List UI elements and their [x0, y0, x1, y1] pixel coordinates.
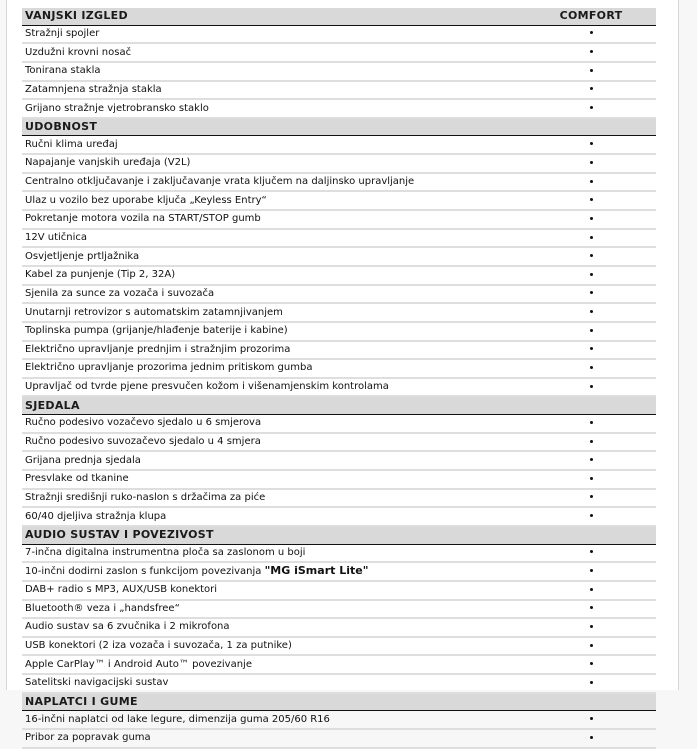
bullet-icon — [590, 736, 593, 739]
feature-label — [22, 451, 526, 470]
availability-cell — [526, 470, 656, 489]
bullet-icon — [590, 662, 593, 665]
availability-cell — [526, 711, 656, 729]
bullet-icon — [590, 87, 593, 90]
feature-text: 12V utičnica — [25, 232, 88, 243]
feature-label — [22, 341, 526, 360]
equipment-spec-table — [22, 8, 656, 749]
feature-label — [22, 562, 526, 581]
table-row — [22, 489, 656, 508]
bullet-icon — [590, 180, 593, 183]
bullet-icon — [590, 310, 593, 313]
availability-cell — [526, 637, 656, 656]
feature-text: Bluetooth® veza i „handsfree“ — [25, 602, 180, 614]
table-row — [22, 600, 656, 619]
bullet-icon — [590, 142, 593, 145]
feature-label — [22, 173, 526, 192]
table-row — [22, 229, 656, 248]
bullet-icon — [590, 421, 593, 424]
feature-emphasis: "MG iSmart Lite" — [264, 564, 369, 578]
section-title: SJEDALA — [22, 396, 526, 414]
bullet-icon — [590, 106, 593, 109]
table-row — [22, 581, 656, 600]
bullet-icon — [590, 440, 593, 443]
bullet-icon — [590, 347, 593, 350]
table-row — [22, 451, 656, 470]
feature-text: Električno upravljanje prozorima jednim pritiskom gumba — [25, 362, 313, 374]
table-row — [22, 637, 656, 656]
feature-text: Sjenila za sunce za vozača i suvozača — [25, 287, 215, 299]
feature-text: Unutarnji retrovizor s automatskim zatamnjivanjem — [25, 306, 283, 318]
feature-label — [22, 600, 526, 619]
feature-label — [22, 43, 526, 62]
availability-cell — [526, 229, 656, 248]
availability-cell — [526, 581, 656, 600]
availability-cell — [526, 562, 656, 581]
feature-text: Apple CarPlay™ i Android Auto™ povezivanje — [25, 658, 252, 670]
availability-cell — [526, 62, 656, 81]
feature-text: Grijano stražnje vjetrobransko staklo — [25, 102, 209, 114]
availability-cell — [526, 378, 656, 397]
table-row — [22, 99, 656, 118]
feature-text: Centralno otključavanje i zaključavanje vrata ključem na daljinsko upravljanje — [25, 176, 415, 188]
availability-cell — [526, 303, 656, 322]
bullet-icon — [590, 588, 593, 591]
bullet-icon — [590, 291, 593, 294]
availability-cell — [526, 191, 656, 210]
bullet-icon — [590, 69, 593, 72]
bullet-icon — [590, 717, 593, 720]
availability-cell — [526, 266, 656, 285]
feature-text: Ulaz u vozilo bez uporabe ključa „Keyless Entry“ — [25, 194, 267, 206]
feature-label — [22, 25, 526, 43]
feature-label — [22, 81, 526, 100]
feature-text: Pribor za popravak guma — [25, 732, 151, 744]
feature-text: Stražnji spojler — [25, 27, 100, 39]
bullet-icon — [590, 254, 593, 257]
section-title: VANJSKI IZGLED — [22, 8, 526, 25]
availability-cell — [526, 341, 656, 360]
feature-label — [22, 229, 526, 248]
section-header-empty-cell — [526, 396, 656, 414]
feature-text: Grijana prednja sjedala — [25, 454, 141, 466]
feature-text: Kabel za punjenje (Tip 2, 32A) — [25, 269, 176, 281]
availability-cell — [526, 433, 656, 452]
availability-cell — [526, 210, 656, 229]
section-header-row — [22, 8, 656, 25]
bullet-icon — [590, 458, 593, 461]
table-row — [22, 266, 656, 285]
bullet-icon — [590, 550, 593, 553]
feature-text: Upravljač od tvrde pjene presvučen kožom i višenamjenskim kontrolama — [25, 381, 389, 393]
feature-text: Toplinska pumpa (grijanje/hlađenje baterije i kabine) — [25, 325, 288, 337]
table-row — [22, 303, 656, 322]
bullet-icon — [590, 329, 593, 332]
section-title: UDOBNOST — [22, 118, 526, 136]
table-row — [22, 210, 656, 229]
feature-text: Ručni klima uređaj — [25, 138, 118, 150]
section-title: AUDIO SUSTAV I POVEZIVOST — [22, 526, 526, 544]
table-row — [22, 43, 656, 62]
availability-cell — [526, 99, 656, 118]
feature-label — [22, 322, 526, 341]
table-row — [22, 322, 656, 341]
availability-cell — [526, 415, 656, 433]
availability-cell — [526, 43, 656, 62]
feature-label — [22, 507, 526, 526]
section-header-empty-cell — [526, 526, 656, 544]
table-row — [22, 618, 656, 637]
bullet-icon — [590, 273, 593, 276]
feature-text: 10-inčni dodirni zaslon s funkcijom povezivanja — [25, 566, 265, 578]
availability-cell — [526, 322, 656, 341]
bullet-icon — [590, 161, 593, 164]
table-row — [22, 341, 656, 360]
feature-text: Napajanje vanjskih uređaja (V2L) — [25, 157, 191, 169]
feature-label — [22, 470, 526, 489]
feature-label — [22, 303, 526, 322]
feature-text: DAB+ radio s MP3, AUX/USB konektori — [25, 584, 218, 596]
feature-text: USB konektori (2 iza vozača i suvozača, 1 za putnike) — [25, 640, 292, 652]
table-row — [22, 470, 656, 489]
table-row — [22, 507, 656, 526]
bullet-icon — [590, 236, 593, 239]
table-row — [22, 173, 656, 192]
document-page — [6, 0, 679, 744]
bullet-icon — [590, 50, 593, 53]
availability-cell — [526, 285, 656, 304]
table-row — [22, 25, 656, 43]
section-header-row — [22, 396, 656, 414]
availability-cell — [526, 507, 656, 526]
availability-cell — [526, 655, 656, 674]
bullet-icon — [590, 569, 593, 572]
bullet-icon — [590, 644, 593, 647]
table-row — [22, 136, 656, 154]
feature-text: Električno upravljanje prednjim i stražnjim prozorima — [25, 343, 291, 355]
table-row — [22, 378, 656, 397]
section-title: NAPLATCI I GUME — [22, 693, 526, 711]
section-header-row — [22, 118, 656, 136]
availability-cell — [526, 489, 656, 508]
table-row — [22, 562, 656, 581]
table-row — [22, 154, 656, 173]
availability-cell — [526, 247, 656, 266]
feature-label — [22, 285, 526, 304]
table-row — [22, 359, 656, 378]
feature-label — [22, 266, 526, 285]
bullet-icon — [590, 217, 593, 220]
availability-cell — [526, 136, 656, 154]
table-row — [22, 81, 656, 100]
availability-cell — [526, 359, 656, 378]
table-row — [22, 433, 656, 452]
feature-text: Osvjetljenje prtljažnika — [25, 250, 140, 262]
feature-label — [22, 378, 526, 397]
bullet-icon — [590, 495, 593, 498]
table-row — [22, 711, 656, 729]
table-row — [22, 62, 656, 81]
feature-label — [22, 359, 526, 378]
section-header-row — [22, 526, 656, 544]
feature-label — [22, 544, 526, 562]
availability-cell — [526, 618, 656, 637]
section-header-empty-cell — [526, 693, 656, 711]
feature-text: Ručno podesivo suvozačevo sjedalo u 4 smjera — [25, 436, 261, 448]
bullet-icon — [590, 681, 593, 684]
feature-label — [22, 415, 526, 433]
bullet-icon — [590, 514, 593, 517]
feature-label — [22, 711, 526, 729]
feature-label — [22, 99, 526, 118]
feature-text: Tonirana stakla — [25, 65, 101, 77]
feature-text: 7-inčna digitalna instrumentna ploča sa zaslonom u boji — [25, 546, 306, 558]
availability-cell — [526, 729, 656, 748]
bullet-icon — [590, 477, 593, 480]
feature-text: Satelitski navigacijski sustav — [25, 677, 169, 689]
bullet-icon — [590, 385, 593, 388]
feature-text: Pokretanje motora vozila na START/STOP gumb — [25, 213, 261, 225]
feature-text: 60/40 djeljiva stražnja klupa — [25, 510, 167, 522]
feature-label — [22, 154, 526, 173]
availability-cell — [526, 154, 656, 173]
availability-cell — [526, 451, 656, 470]
table-row — [22, 247, 656, 266]
feature-text: 16-inčni naplatci od lake legure, dimenzija guma 205/60 R16 — [25, 713, 330, 725]
table-row — [22, 191, 656, 210]
feature-label — [22, 618, 526, 637]
table-row — [22, 655, 656, 674]
availability-cell — [526, 81, 656, 100]
bullet-icon — [590, 31, 593, 34]
feature-text: Audio sustav sa 6 zvučnika i 2 mikrofona — [25, 621, 230, 633]
feature-label — [22, 655, 526, 674]
feature-label — [22, 489, 526, 508]
table-row — [22, 415, 656, 433]
bullet-icon — [590, 366, 593, 369]
feature-label — [22, 433, 526, 452]
feature-label — [22, 136, 526, 154]
availability-cell — [526, 600, 656, 619]
availability-cell — [526, 25, 656, 43]
feature-text: Stražnji središnji ruko-naslon s držačima za piće — [25, 491, 266, 503]
feature-text: Uzdužni krovni nosač — [25, 46, 132, 58]
table-row — [22, 729, 656, 748]
feature-label — [22, 191, 526, 210]
bullet-icon — [590, 625, 593, 628]
section-header-row — [22, 693, 656, 711]
bullet-icon — [590, 198, 593, 201]
section-header-empty-cell — [526, 118, 656, 136]
feature-text: Zatamnjena stražnja stakla — [25, 83, 162, 95]
bullet-icon — [590, 606, 593, 609]
feature-label — [22, 581, 526, 600]
availability-cell — [526, 544, 656, 562]
feature-label — [22, 637, 526, 656]
feature-label — [22, 210, 526, 229]
column-header-comfort: COMFORT — [526, 8, 656, 25]
availability-cell — [526, 173, 656, 192]
feature-text: Ručno podesivo vozačevo sjedalo u 6 smjerova — [25, 417, 262, 429]
feature-label — [22, 729, 526, 748]
feature-label — [22, 247, 526, 266]
feature-label — [22, 62, 526, 81]
feature-text: Presvlake od tkanine — [25, 473, 129, 485]
table-row — [22, 544, 656, 562]
table-row — [22, 285, 656, 304]
